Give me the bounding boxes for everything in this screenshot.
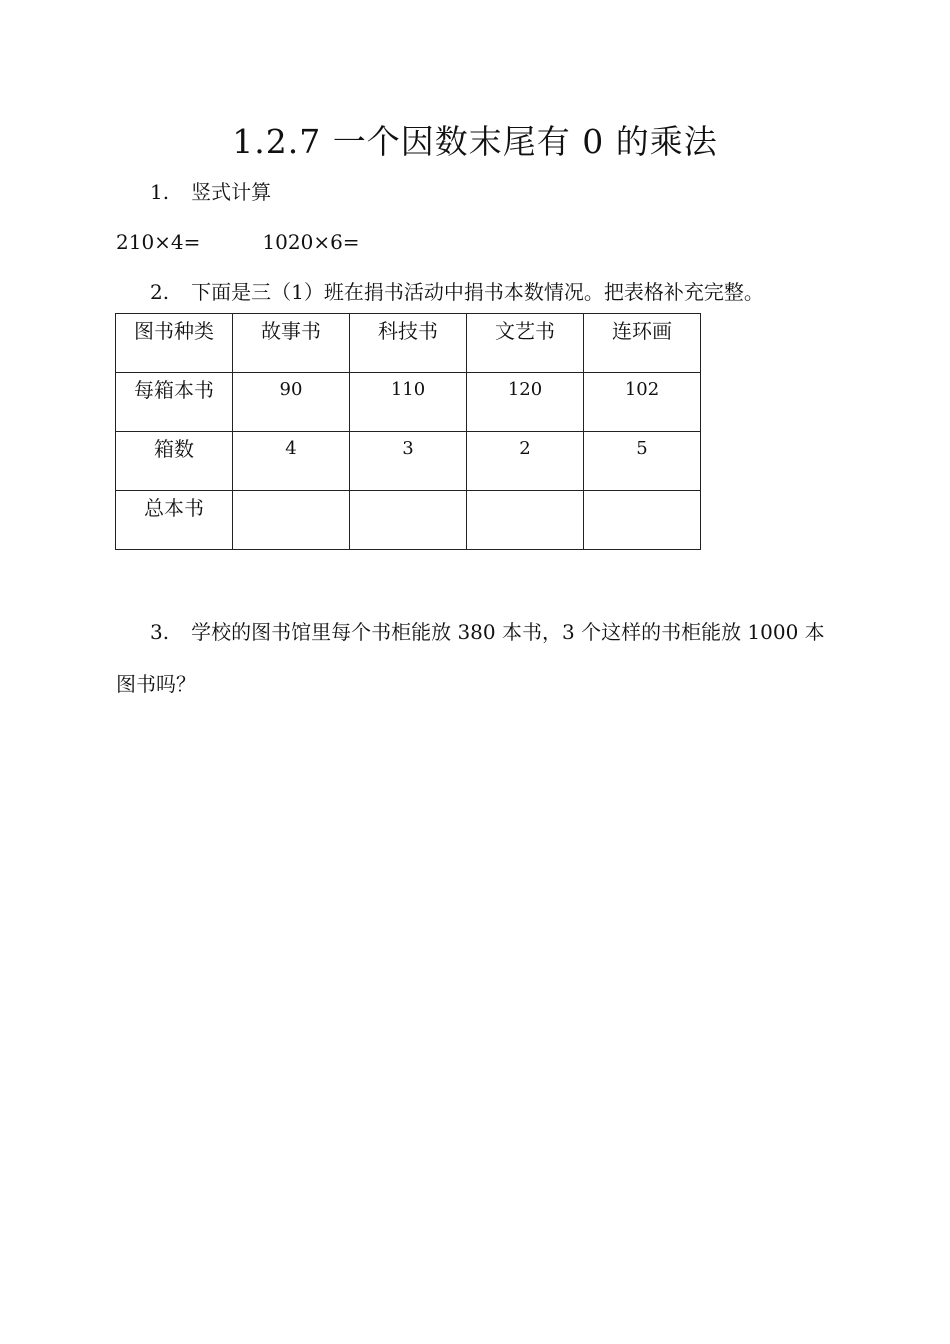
question-2-text: 下面是三（1）班在捐书活动中捐书本数情况。把表格补充完整。: [191, 280, 764, 304]
question-2-number: 2.: [150, 280, 170, 304]
table-cell: 102: [584, 373, 701, 432]
table-row-label: 每箱本书: [116, 373, 233, 432]
expression-2: 1020×6=: [262, 230, 360, 254]
question-3-text-line-2: 图书吗？: [116, 672, 196, 696]
table-cell: 3: [350, 432, 467, 491]
table-cell: 4: [233, 432, 350, 491]
question-3-number: 3.: [150, 620, 170, 644]
table-header-cell: 文艺书: [467, 314, 584, 373]
table-row: [116, 373, 701, 432]
question-1-text: 竖式计算: [191, 180, 272, 204]
table-header-row: [116, 314, 701, 373]
table-header-cell: 故事书: [233, 314, 350, 373]
question-3: [150, 618, 825, 646]
page-title: 1.2.7 一个因数末尾有 0 的乘法: [232, 122, 718, 161]
table-row: [116, 432, 701, 491]
question-3-continuation: [116, 670, 196, 698]
table-header-cell: 科技书: [350, 314, 467, 373]
table-answer-cell: [584, 491, 701, 550]
table-answer-cell: [350, 491, 467, 550]
table-row-label: 总本书: [116, 491, 233, 550]
question-1: [150, 178, 271, 206]
table-cell: 5: [584, 432, 701, 491]
table-row-label: 箱数: [116, 432, 233, 491]
question-1-expressions: [116, 228, 360, 256]
expression-1: 210×4=: [116, 230, 201, 254]
question-1-number: 1.: [150, 180, 170, 204]
table-cell: 110: [350, 373, 467, 432]
table-header-cell: 图书种类: [116, 314, 233, 373]
book-donation-table: [115, 313, 701, 550]
table-cell: 120: [467, 373, 584, 432]
question-2: [150, 278, 764, 306]
table-header-cell: 连环画: [584, 314, 701, 373]
table-answer-cell: [233, 491, 350, 550]
question-3-text-line-1: 学校的图书馆里每个书柜能放 380 本书，3 个这样的书柜能放 1000 本: [191, 620, 825, 644]
table-row: [116, 491, 701, 550]
table-cell: 90: [233, 373, 350, 432]
table-answer-cell: [467, 491, 584, 550]
table-cell: 2: [467, 432, 584, 491]
